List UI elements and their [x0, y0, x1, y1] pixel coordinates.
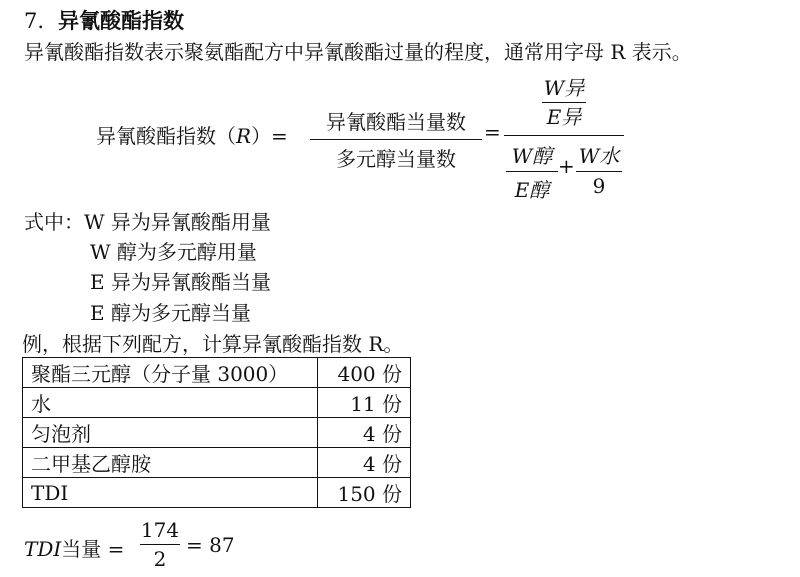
bottom-sum: [504, 140, 624, 202]
formula-lhs: [96, 120, 288, 149]
fraction-denominator: 多元醇当量数: [336, 147, 456, 171]
formula-lhs-text: 异氰酸酯指数（: [96, 124, 236, 148]
fraction-equivalents: [310, 106, 482, 172]
formula-lhs-close: ）=: [251, 124, 288, 148]
top-numerator: W异: [543, 76, 585, 100]
tdi-denominator: 2: [153, 547, 167, 571]
table-row: [23, 478, 411, 508]
recipe-table: [22, 357, 411, 508]
tdi-label-suffix: 当量 =: [61, 537, 125, 561]
top-fraction-bar: [542, 102, 586, 103]
table-cell-amount: 150 份: [318, 478, 411, 508]
table-cell-item: 二甲基乙醇胺: [23, 448, 318, 478]
fraction-numerator: 异氰酸酯当量数: [326, 110, 466, 134]
polyol-fraction: [506, 140, 558, 203]
main-fraction-bar: [504, 135, 624, 136]
example-prompt: 例，根据下列配方，计算异氰酸酯指数 R。: [22, 332, 404, 356]
tdi-numerator: 174: [140, 518, 180, 542]
tdi-lhs: [24, 533, 124, 562]
table-cell-amount: 4 份: [318, 418, 411, 448]
section-heading: [24, 5, 184, 35]
polyol-numerator: W醇: [511, 144, 553, 168]
water-fraction: [576, 140, 622, 198]
definition-2: W 醇为多元醇用量: [90, 240, 257, 264]
definition-1: 式中：W 异为异氰酸酯用量: [24, 210, 271, 234]
fraction-weights: [504, 76, 624, 202]
table-cell-item: 聚酯三元醇（分子量 3000）: [23, 358, 318, 388]
tdi-fraction-bar: [140, 544, 180, 545]
formula-lhs-var: R: [236, 124, 252, 148]
definition-4: E 醇为多元醇当量: [90, 301, 251, 325]
water-numerator: W水: [578, 144, 620, 168]
table-row: [23, 448, 411, 478]
tdi-result: = 87: [186, 533, 235, 557]
table-cell-amount: 4 份: [318, 448, 411, 478]
equals-sign: =: [484, 120, 501, 144]
polyol-fraction-bar: [506, 171, 558, 172]
table-cell-item: TDI: [23, 478, 318, 508]
top-denominator: E异: [546, 105, 582, 129]
table-row: [23, 358, 411, 388]
plus-sign: +: [558, 154, 575, 178]
water-denominator: 9: [592, 174, 606, 198]
water-fraction-bar: [576, 171, 622, 172]
polyol-denominator: E醇: [514, 178, 550, 202]
table-cell-amount: 11 份: [318, 388, 411, 418]
fraction-bar: [310, 139, 482, 140]
table-row: [23, 418, 411, 448]
intro-paragraph: 异氰酸酯指数表示聚氨酯配方中异氰酸酯过量的程度，通常用字母 R 表示。: [24, 40, 692, 64]
section-number: 7.: [24, 9, 45, 33]
tdi-equivalent-formula: [24, 518, 284, 574]
table-row: [23, 388, 411, 418]
section-title: 异氰酸酯指数: [58, 8, 185, 33]
definition-3: E 异为异氰酸酯当量: [90, 270, 271, 294]
table-cell-item: 水: [23, 388, 318, 418]
tdi-fraction: [140, 518, 180, 571]
table-cell-item: 匀泡剂: [23, 418, 318, 448]
tdi-label: TDI: [24, 537, 62, 561]
index-formula: [96, 76, 656, 202]
table-cell-amount: 400 份: [318, 358, 411, 388]
